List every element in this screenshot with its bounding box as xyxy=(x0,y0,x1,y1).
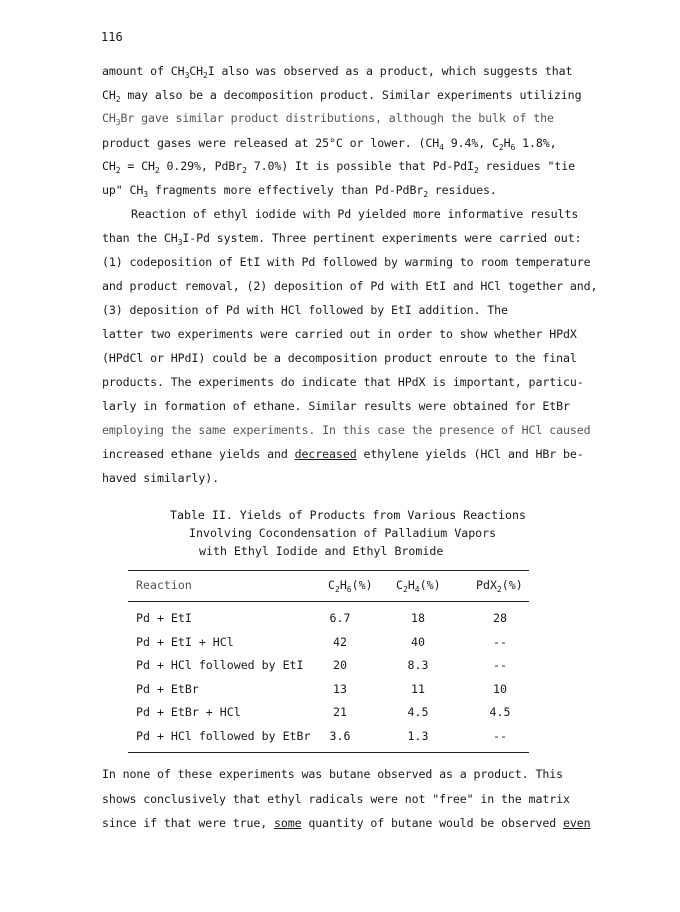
value-cell: 42 xyxy=(333,634,347,649)
text-line: (3) deposition of Pd with HCl followed by EtI addition. The xyxy=(102,303,508,317)
table-caption: Involving Cocondensation of Palladium Vapors xyxy=(189,526,497,540)
text-line: $CH_3Br$ gave similar product distributions, although the bulk of the xyxy=(102,111,554,127)
text-line: $CH_2$ may also be a decomposition product. Similar experiments utilizing xyxy=(102,88,582,104)
page-number: 116 xyxy=(101,30,123,44)
text-line: shows conclusively that ethyl radicals were not "free" in the matrix xyxy=(102,792,570,806)
value-cell: 4.5 xyxy=(489,705,511,719)
text-line: up" $CH_3$ fragments more effectively than Pd-PdBr$_2$ residues. xyxy=(102,183,497,199)
text-line: larly in formation of ethane. Similar results were obtained for EtBr xyxy=(102,399,570,413)
table-bottom-rule xyxy=(128,752,529,753)
text-line: employing the same experiments. In this case the presence of HCl caused xyxy=(102,423,591,437)
table-caption: Table II. Yields of Products from Various Reactions xyxy=(170,508,526,522)
table-caption: with Ethyl Iodide and Ethyl Bromide xyxy=(199,544,444,558)
text-line: (1) codeposition of EtI with Pd followed by warming to room temperature xyxy=(102,255,591,269)
text-line: $CH_2 = CH_2$ 0.29%, PdBr$_2$ 7.0%) It is possible that Pd-PdI$_2$ residues "tie xyxy=(102,159,575,175)
value-cell: 10 xyxy=(493,681,507,696)
header-cell: Reaction xyxy=(136,578,192,592)
text-line: and product removal, (2) deposition of Pd with EtI and HCl together and, xyxy=(102,279,598,293)
reaction-cell: Pd + EtBr xyxy=(136,681,199,696)
reaction-cell: Pd + EtI xyxy=(136,611,192,625)
value-cell: -- xyxy=(493,658,507,672)
reaction-cell: Pd + EtBr + HCl xyxy=(136,705,241,719)
text-line: (HPdCl or HPdI) could be a decomposition product enroute to the final xyxy=(102,351,577,365)
text-line: product gases were released at 25°C or lower. ($CH_4$ 9.4%, $C_2H_6$ 1.8%, xyxy=(102,136,557,152)
value-cell: 8.3 xyxy=(407,658,429,672)
value-cell: 18 xyxy=(411,611,425,625)
value-cell: 40 xyxy=(411,634,425,649)
table-header-rule xyxy=(128,601,529,602)
text-line: since if that were true, some quantity of butane would be observed even xyxy=(102,816,591,830)
value-cell: 3.6 xyxy=(329,728,351,743)
value-cell: 21 xyxy=(333,705,347,719)
text-line: Reaction of ethyl iodide with Pd yielded more informative results xyxy=(131,207,579,221)
text-line: In none of these experiments was butane observed as a product. This xyxy=(102,767,563,781)
text-line: than the $CH_3I-Pd$ system. Three pertinent experiments were carried out: xyxy=(102,231,582,247)
value-cell: 28 xyxy=(493,611,507,625)
value-cell: -- xyxy=(493,634,507,649)
text-line: products. The experiments do indicate that HPdX is important, particu- xyxy=(102,375,584,389)
header-cell: PdX$_2$(%) xyxy=(476,578,523,594)
value-cell: -- xyxy=(493,728,507,743)
value-cell: 4.5 xyxy=(407,705,429,719)
reaction-cell: Pd + HCl followed by EtI xyxy=(136,658,304,672)
value-cell: 13 xyxy=(333,681,347,696)
reaction-cell: Pd + EtI + HCl xyxy=(136,634,234,649)
value-cell: 20 xyxy=(333,658,347,672)
text-line: amount of $CH_3CH_2I$ also was observed as a product, which suggests that xyxy=(102,64,573,80)
reaction-cell: Pd + HCl followed by EtBr xyxy=(136,728,311,743)
text-line: haved similarly). xyxy=(102,471,219,485)
text-line: increased ethane yields and decreased ethylene yields (HCl and HBr be- xyxy=(102,447,584,461)
value-cell: 11 xyxy=(411,681,425,696)
header-cell: $C_2H_4(\%)$ xyxy=(396,578,441,594)
value-cell: 6.7 xyxy=(329,611,351,625)
table-top-rule xyxy=(128,570,529,571)
text-line: latter two experiments were carried out in order to show whether HPdX xyxy=(102,327,577,341)
value-cell: 1.3 xyxy=(407,728,429,743)
header-cell: $C_2H_6(\%)$ xyxy=(328,578,373,594)
